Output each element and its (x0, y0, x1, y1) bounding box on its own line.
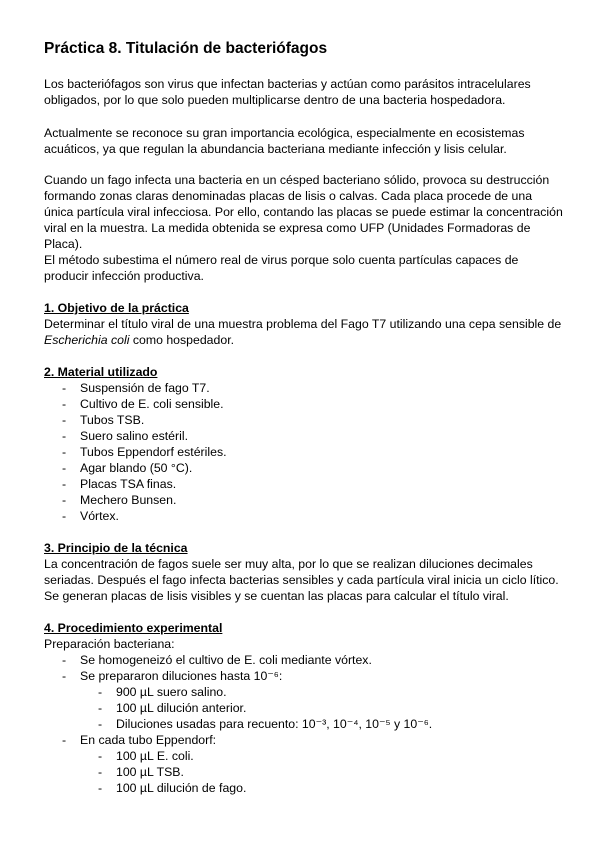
procedure-step-2: Se prepararon diluciones hasta 10⁻⁶: (80, 669, 283, 683)
section-3-text: La concentración de fagos suele ser muy alta, por lo que se realizan diluciones decimales seriadas. Después el fago infecta bacterias sensibles y cada partícula viral inicia un ciclo lítico. Se generan placas de lisis visibles y se cuentan las placas para calcular el título viral. (44, 557, 559, 603)
intro-paragraph-1: Los bacteriófagos son virus que infectan bacterias y actúan como parásitos intracelulares obligados, por lo que solo pueden multiplicarse dentro de una bacteria hospedadora. (44, 77, 531, 107)
list-item: Tubos Eppendorf estériles. (80, 445, 227, 459)
list-item: Agar blando (50 °C). (80, 461, 193, 475)
sub-list-item: 100 µL dilución de fago. (116, 781, 247, 795)
sub-list-item: 900 µL suero salino. (116, 685, 227, 699)
list-item: Placas TSA finas. (80, 477, 177, 491)
intro-paragraph-2: Actualmente se reconoce su gran importancia ecológica, especialmente en ecosistemas acuáticos, ya que regulan la abundancia bacteriana mediante infección y lisis celular. (44, 126, 525, 156)
section-1-heading: 1. Objetivo de la práctica (44, 301, 189, 315)
section-4-heading: 4. Procedimiento experimental (44, 621, 223, 635)
list-item: Vórtex. (80, 509, 119, 523)
list-item: Suspensión de fago T7. (80, 381, 210, 395)
intro-paragraph-3: Cuando un fago infecta una bacteria en un césped bacteriano sólido, provoca su destrucción formando zonas claras denominadas placas de lisis o calvas. Cada placa procede de una única partícula viral infecciosa. Por ello, contando las placas se puede estimar la concentración viral en la muestra. La medida obtenida se expresa como UFP (Unidades Formadoras de Placa). (44, 173, 563, 251)
list-item: Mechero Bunsen. (80, 493, 177, 507)
intro-paragraph-4: El método subestima el número real de virus porque solo cuenta partículas capaces de producir infección productiva. (44, 253, 519, 283)
sub-list-item: 100 µL dilución anterior. (116, 701, 247, 715)
procedure-step-3: En cada tubo Eppendorf: (80, 733, 217, 747)
page-title: Práctica 8. Titulación de bacteriófagos (44, 40, 328, 57)
section-2-heading: 2. Material utilizado (44, 365, 158, 379)
section-1-text: Determinar el título viral de una muestra problema del Fago T7 utilizando una cepa sensible de Escherichia coli como hospedador. (44, 317, 562, 347)
list-item: Suero salino estéril. (80, 429, 188, 443)
sub-list-item: 100 µL TSB. (116, 765, 184, 779)
species-name: Escherichia coli (44, 333, 130, 347)
document-page: Práctica 8. Titulación de bacteriófagos Los bacteriófagos son virus que infectan bacterias y actúan como parásitos intracelulares obligados, por lo que solo pueden multiplicarse dentro de una bacteria hospedadora. Actualmente se reconoce su gran importancia ecológica, especialmente en ecosistemas acuáticos, ya que regulan la abundancia bacteriana mediante infección y lisis celular. Cuando un fago infecta una bacteria en un césped bacteriano sólido, provoca su destrucción formando zonas claras denominadas placas de lisis o calvas. Cada placa procede de una única partícula viral infecciosa. Por ello, contando las placas se puede estimar la concentración viral en la muestra. La medida obtenida se expresa como UFP (Unidades Formadoras de Placa). El método subestima el número real de virus porque solo cuenta partículas capaces de producir infección productiva. 1. Objetivo de la práctica Determinar el título viral de una muestra problema del Fago T7 utilizando una cepa sensible de Escherichia coli como hospedador. 2. Material utilizado - Suspensión de fago T7. - Cultivo de E. coli sensible. - Tubos TSB. - Suero salino estéril. - Tubos Eppendorf estériles. - Agar blando (50 °C). - Placas TSA finas. - Mechero Bunsen. - Vórtex. 3. Principio de la técnica La concentración de fagos suele ser muy alta, por lo que se realizan diluciones decimales seriadas. Después el fago infecta bacterias sensibles y cada partícula viral inicia un ciclo lítico. Se generan placas de lisis visibles y se cuentan las placas para calcular el título viral. 4. Procedimiento experimental Preparación bacteriana: - Se homogeneizó el cultivo de E. coli mediante vórtex. - Se prepararon diluciones hasta 10⁻⁶: - 900 µL suero salino. - 100 µL dilución anterior. - Diluciones usadas para recuento: 10⁻³, 10⁻⁴, 10⁻⁵ y 10⁻⁶. - En cada tubo Eppendorf: - 100 µL E. coli. - 100 µL TSB. - 100 µL dilución de fago. (44, 40, 563, 795)
section-4-subheading: Preparación bacteriana: (44, 637, 175, 651)
list-item: Tubos TSB. (80, 413, 145, 427)
sub-list-item: Diluciones usadas para recuento: 10⁻³, 10⁻⁴, 10⁻⁵ y 10⁻⁶. (116, 717, 433, 731)
list-item: Cultivo de E. coli sensible. (80, 397, 224, 411)
procedure-step-1: Se homogeneizó el cultivo de E. coli mediante vórtex. (80, 653, 372, 667)
section-3-heading: 3. Principio de la técnica (44, 541, 188, 555)
sub-list-item: 100 µL E. coli. (116, 749, 194, 763)
